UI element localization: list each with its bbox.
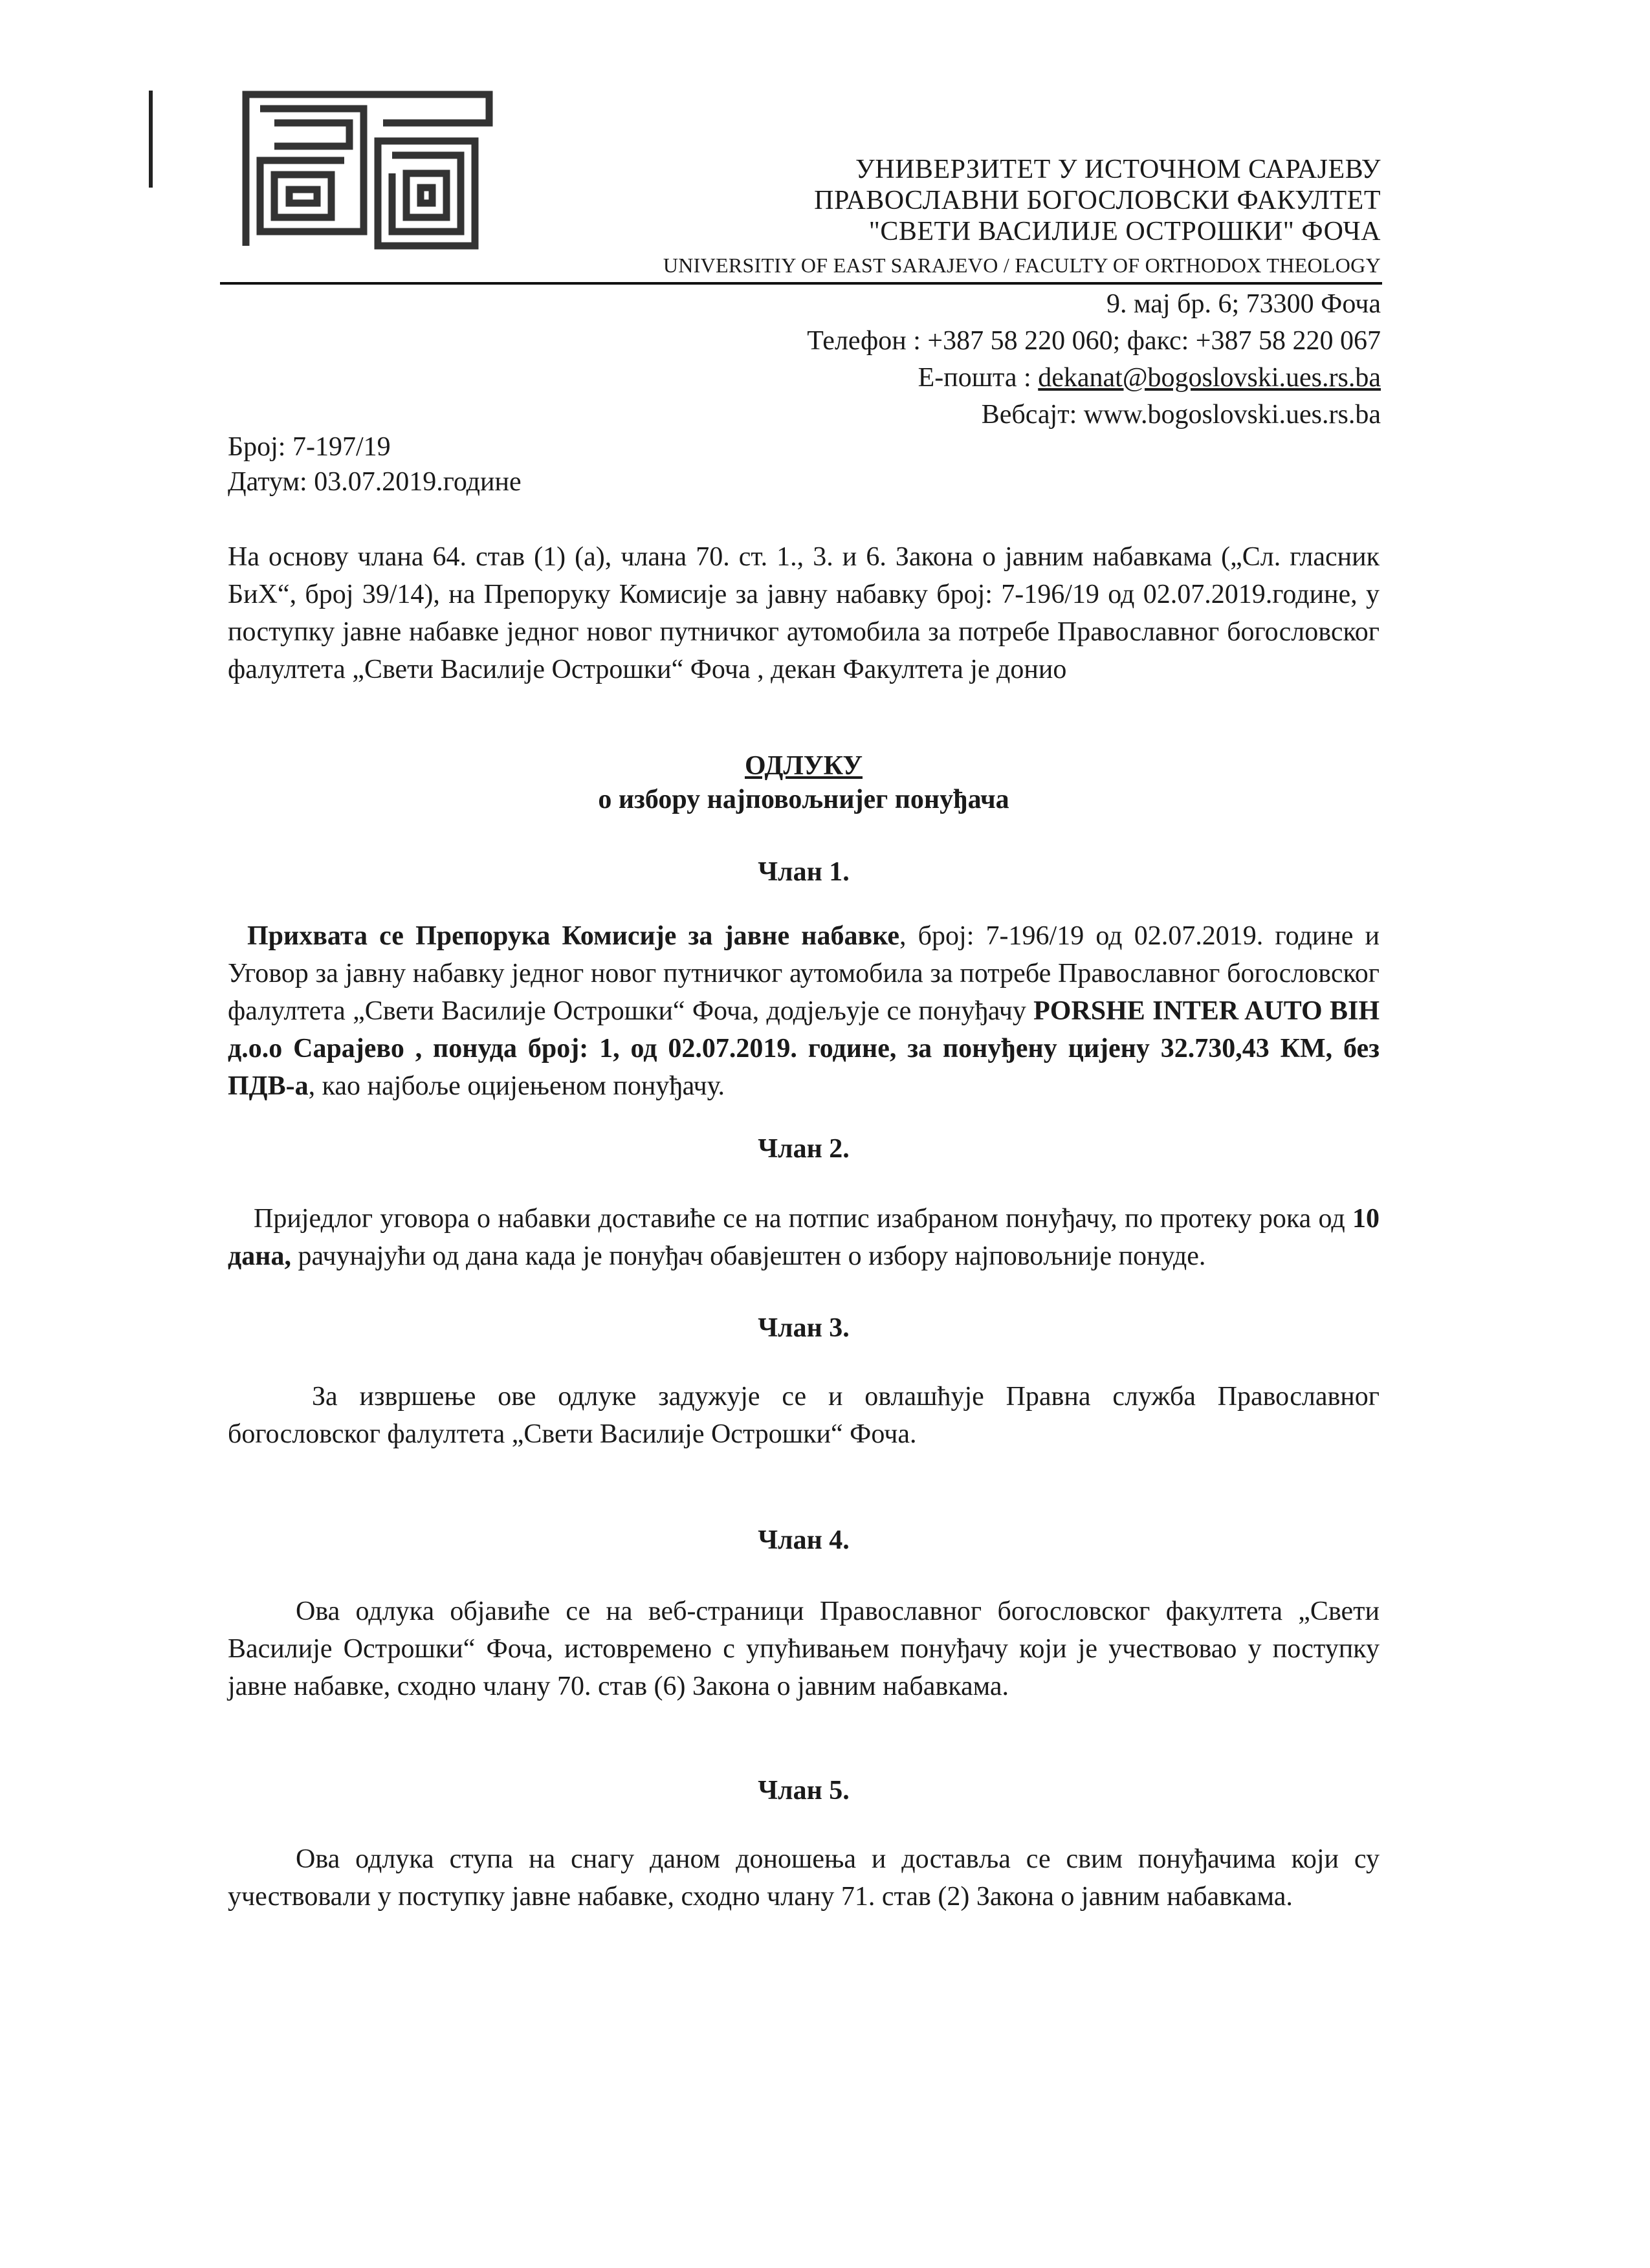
article-2-text bbox=[228, 1200, 1380, 1275]
address: 9. мај бр. 6; 73300 Фоча bbox=[1106, 289, 1381, 319]
email-link[interactable]: dekanat@bogoslovski.ues.rs.ba bbox=[1038, 363, 1381, 393]
article-1-text bbox=[228, 917, 1380, 1105]
scan-mark bbox=[149, 91, 153, 188]
article-4-text: Ова одлука објавиће се на веб-страници Православног богословског факултета „Свети Василије Острошки“ Фоча, истовремено с упућивањем понуђачу који је учествовао у поступку јавне набавке, сходно члану 70. став (6) Закона о јавним набавкама. bbox=[228, 1597, 1380, 1701]
article-2-heading: Члан 2. bbox=[758, 1134, 850, 1164]
article-2-text-end: рачунајући од дана када је понуђач обавјештен о избору најповољније понуде. bbox=[291, 1241, 1206, 1271]
email-line bbox=[918, 360, 1381, 397]
document-date: Датум: 03.07.2019.године bbox=[228, 467, 522, 497]
article-3-heading: Члан 3. bbox=[758, 1313, 850, 1343]
faculty-name: ПРАВОСЛАВНИ БОГОСЛОВСКИ ФАКУЛТЕТ bbox=[814, 186, 1381, 215]
article-5-text: Ова одлука ступа на снагу даном доношења и доставља се свим понуђачима који су учествовали у поступку јавне набавке, сходно члану 71. став (2) Закона о јавним набавкама. bbox=[228, 1844, 1380, 1912]
decision-subtitle: о избору најповољнијег понуђача bbox=[598, 785, 1009, 814]
university-name: УНИВЕРЗИТЕТ У ИСТОЧНОМ САРАЈЕВУ bbox=[855, 155, 1381, 184]
university-english-name: UNIVERSITIY OF EAST SARAJEVO / FACULTY OF ORTHODOX THEOLOGY bbox=[663, 254, 1381, 277]
article-2-text-part: Приједлог уговора о набавки доставиће се на потпис изабраном понуђачу, по протеку рока од bbox=[254, 1204, 1352, 1234]
article-3-text: За извршење ове одлуке задужује се и овлашћује Правна служба Православног богословског фалултета „Свети Василије Острошки“ Фоча. bbox=[228, 1382, 1380, 1449]
website[interactable]: Вебсајт: www.bogoslovski.ues.rs.ba bbox=[981, 400, 1381, 430]
article-2-bold-days: 10 дана, bbox=[228, 1204, 1380, 1271]
faculty-saint-name: "СВЕТИ ВАСИЛИЈЕ ОСТРОШКИ" ФОЧА bbox=[868, 217, 1381, 246]
article-5-heading: Члан 5. bbox=[758, 1776, 850, 1805]
article-1-text-end: , као најбоље оцијењеном понуђачу. bbox=[308, 1071, 725, 1101]
article-4-heading: Члан 4. bbox=[758, 1525, 850, 1555]
document-number: Број: 7-197/19 bbox=[228, 432, 391, 462]
decision-title: ОДЛУКУ bbox=[744, 751, 863, 781]
email-label: Е-пошта : bbox=[918, 363, 1039, 393]
article-1-bold-offer: PORSHE INTER AUTO BIH д.о.о Сарајево , понуда број: 1, од 02.07.2019. године, за понуђену цијену 32.730,43 КМ, без ПДВ-а bbox=[228, 996, 1380, 1101]
article-1-heading: Члан 1. bbox=[758, 857, 850, 887]
faculty-logo bbox=[241, 89, 494, 251]
article-1-bold-lead: Прихвата се Препорука Комисије за јавне набавке bbox=[247, 921, 899, 951]
header-rule bbox=[220, 282, 1382, 285]
article-1-text-part: , број: 7-196/19 од 02.07.2019. године и Уговор за јавну набавку једног новог путничког аутомобила за потребе Православног богословског фалултета „Свети Василије Острошки“ Фоча, додјељује се понуђачу bbox=[228, 921, 1380, 1026]
phone-fax: Телефон : +387 58 220 060; факс: +387 58 220 067 bbox=[807, 326, 1381, 356]
preamble: На основу члана 64. став (1) (а), члана 70. ст. 1., 3. и 6. Закона о јавним набавкама („Сл. гласник БиХ“, број 39/14), на Препоруку Комисије за јавну набавку број: 7-196/19 од 02.07.2019.године, у поступку јавне набавке једног новог путничког аутомобила за потребе Православног богословског фалултета „Свети Василије Острошки“ Фоча , декан Факултета је донио bbox=[228, 542, 1380, 684]
